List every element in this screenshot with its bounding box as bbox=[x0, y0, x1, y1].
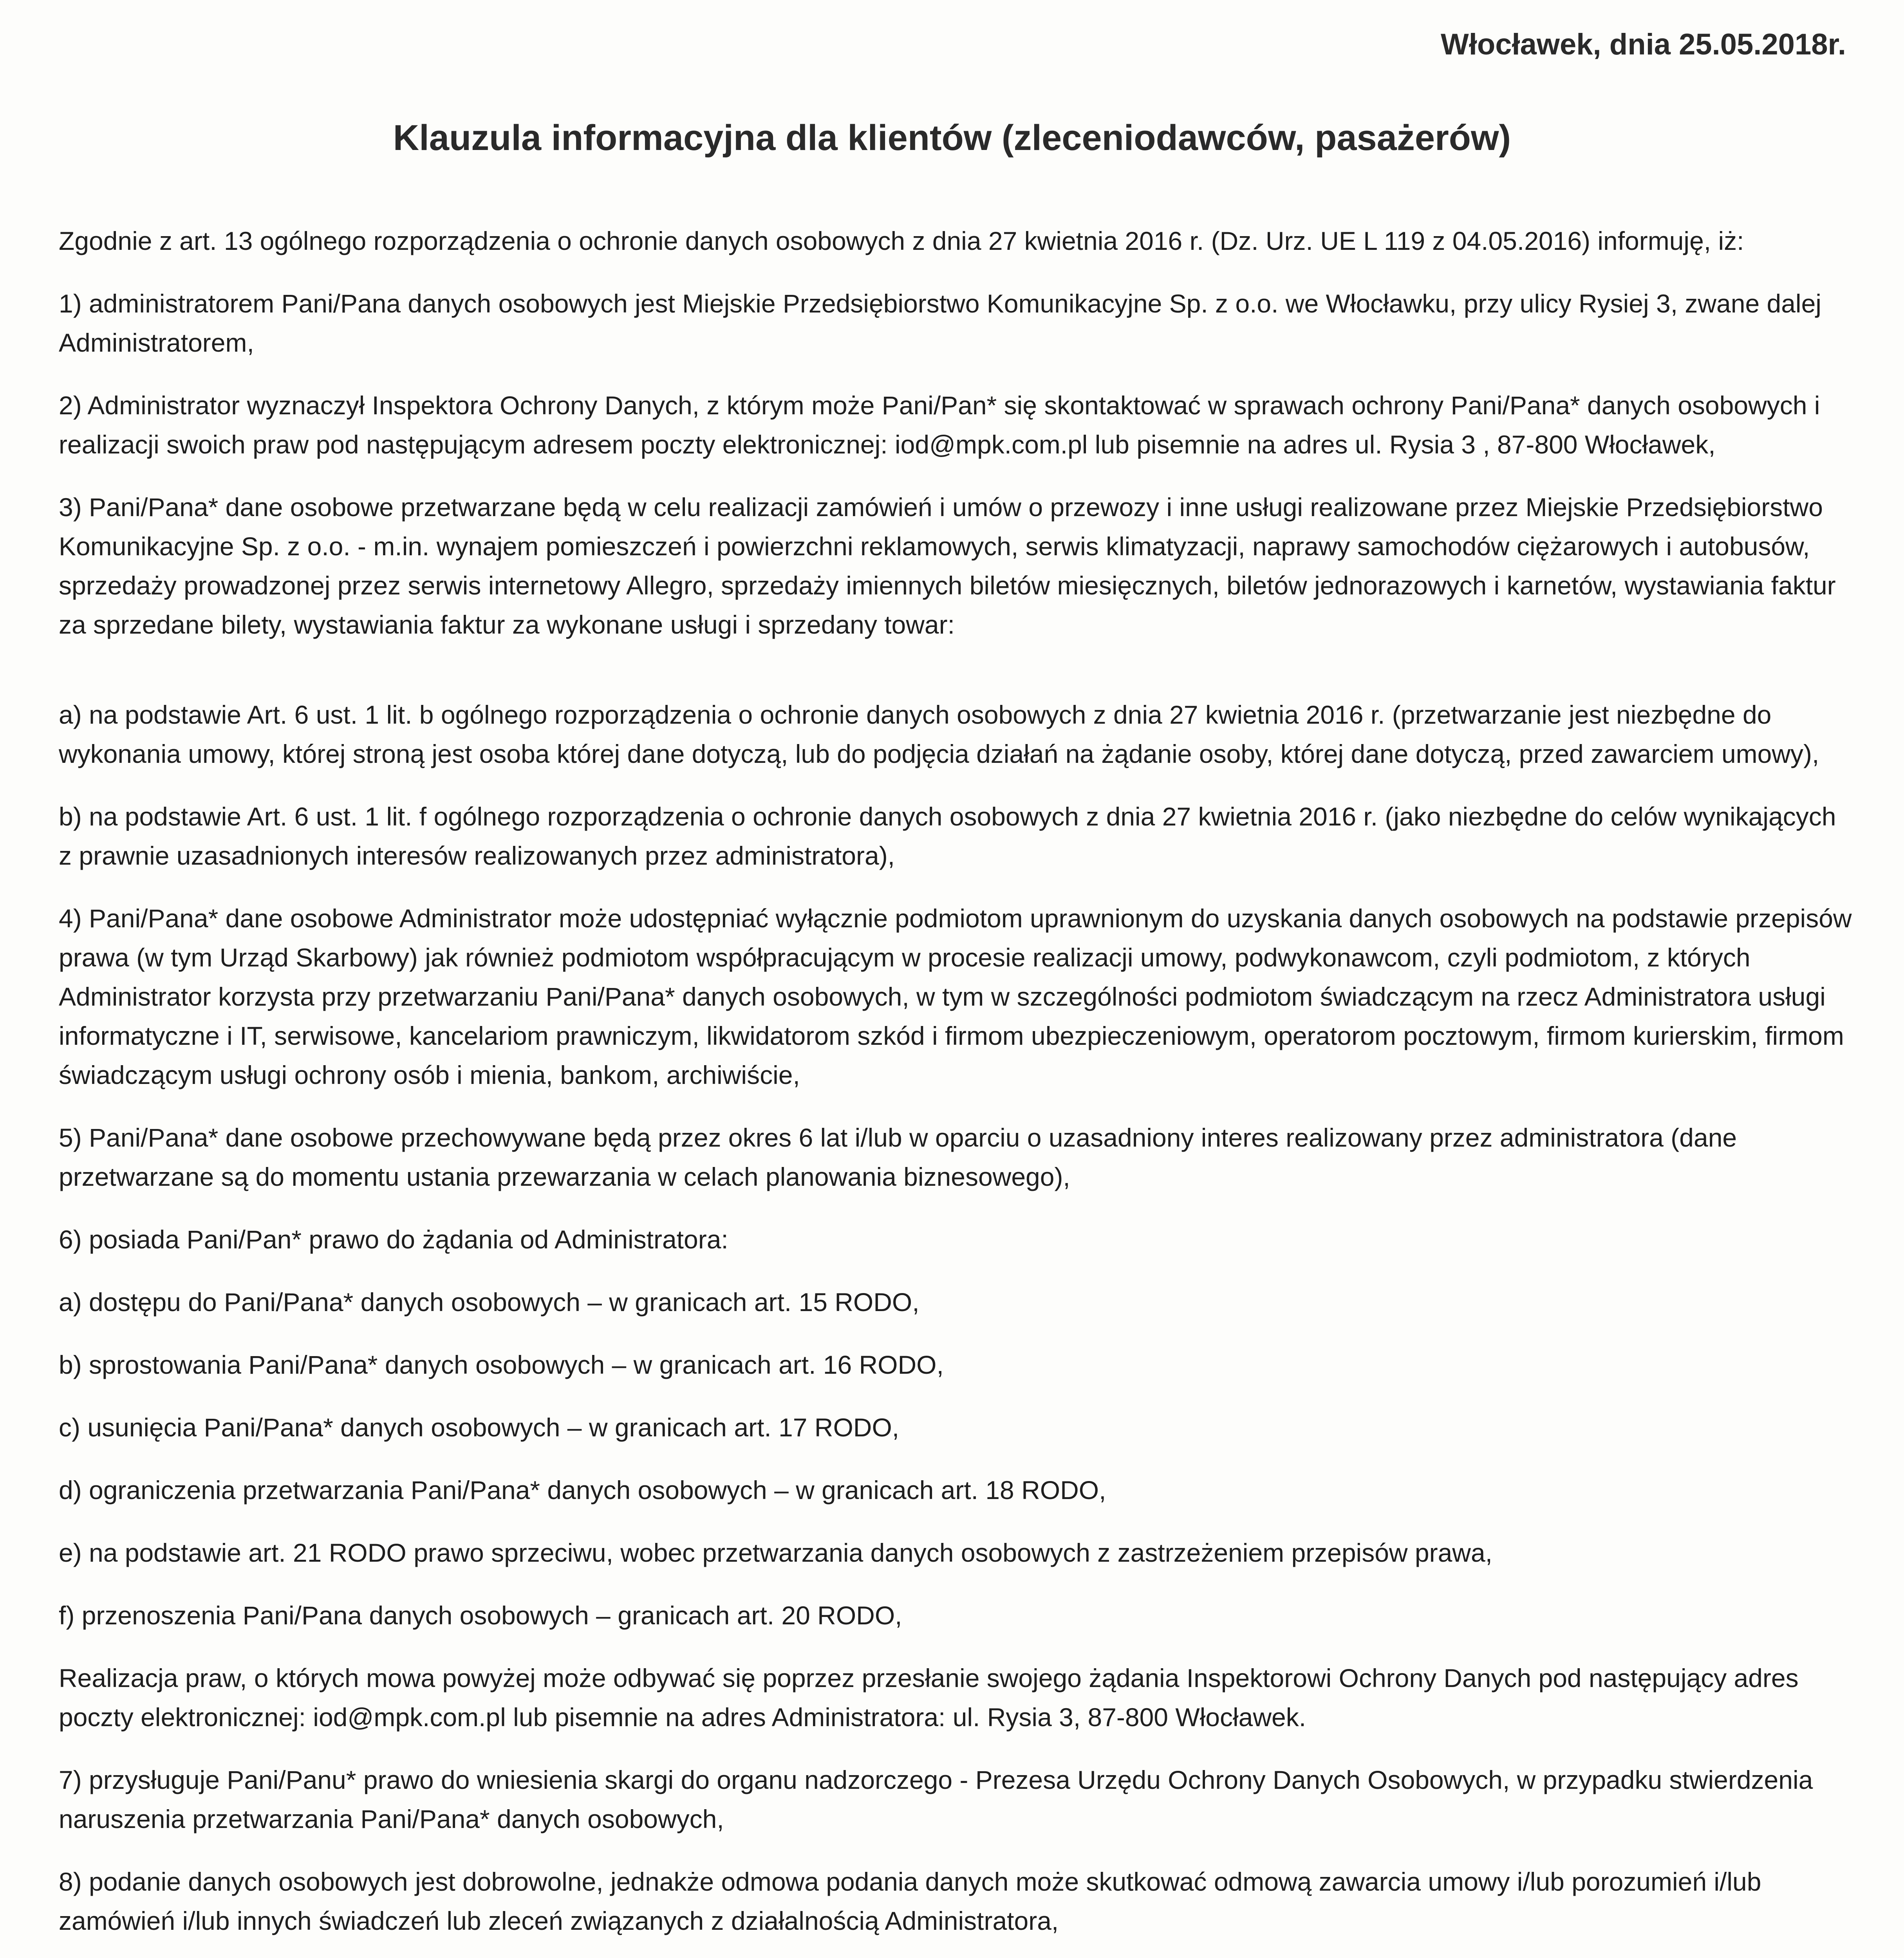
paragraph-3b: b) na podstawie Art. 6 ust. 1 lit. f ogólnego rozporządzenia o ochronie danych osobowych z dnia 27 kwietnia 2016 r. (jako niezbędne do celów wynikających z prawnie uzasadnionych interesów realizowanych przez administratora), bbox=[59, 802, 1836, 870]
document-body bbox=[59, 221, 1852, 1958]
paragraph-3a: a) na podstawie Art. 6 ust. 1 lit. b ogólnego rozporządzenia o ochronie danych osobowych z dnia 27 kwietnia 2016 r. (przetwarzanie jest niezbędne do wykonania umowy, której stroną jest osoba której dane dotyczą, lub do podjęcia działań na żądanie osoby, której dane dotyczą, przed zawarciem umowy), bbox=[59, 700, 1819, 768]
paragraph-5: 5) Pani/Pana* dane osobowe przechowywane będą przez okres 6 lat i/lub w oparciu o uzasadniony interes realizowany przez administratora (dane przetwarzane są do momentu ustania przewarzania w celach planowania biznesowego), bbox=[59, 1123, 1737, 1191]
paragraph-6f: f) przenoszenia Pani/Pana danych osobowych – granicach art. 20 RODO, bbox=[59, 1601, 902, 1630]
document-date: Włocławek, dnia 25.05.2018r. bbox=[1440, 28, 1846, 61]
paragraph-6a: a) dostępu do Pani/Pana* danych osobowych – w granicach art. 15 RODO, bbox=[59, 1288, 919, 1317]
paragraph-4: 4) Pani/Pana* dane osobowe Administrator może udostępniać wyłącznie podmiotom uprawnionym do uzyskania danych osobowych na podstawie przepisów prawa (w tym Urząd Skarbowy) jak również podmiotom współpracującym w procesie realizacji umowy, podwykonawcom, czyli podmiotom, z których Administrator korzysta przy przetwarzaniu Pani/Pana* danych osobowych, w tym w szczególności podmiotom świadczącym na rzecz Administratora usługi informatyczne i IT, serwisowe, kancelariom prawniczym, likwidatorom szkód i firmom ubezpieczeniowym, operatorom pocztowym, firmom kurierskim, firmom świadczącym usługi ochrony osób i mienia, bankom, archiwiście, bbox=[59, 904, 1852, 1089]
paragraph-6d: d) ograniczenia przetwarzania Pani/Pana* danych osobowych – w granicach art. 18 RODO, bbox=[59, 1476, 1106, 1505]
paragraph-3: 3) Pani/Pana* dane osobowe przetwarzane będą w celu realizacji zamówień i umów o przewozy i inne usługi realizowane przez Miejskie Przedsiębiorstwo Komunikacyjne Sp. z o.o. - m.in. wynajem pomieszczeń i powierzchni reklamowych, serwis klimatyzacji, naprawy samochodów ciężarowych i autobusów, sprzedaży prowadzonej przez serwis internetowy Allegro, sprzedaży imiennych biletów miesięcznych, biletów jednorazowych i karnetów, wystawiania faktur za sprzedane bilety, wystawiania faktur za wykonane usługi i sprzedany towar: bbox=[59, 493, 1836, 639]
paragraph-6e: e) na podstawie art. 21 RODO prawo sprzeciwu, wobec przetwarzania danych osobowych z zastrzeżeniem przepisów prawa, bbox=[59, 1538, 1493, 1567]
paragraph-2: 2) Administrator wyznaczył Inspektora Ochrony Danych, z którym może Pani/Pan* się skontaktować w sprawach ochrony Pani/Pana* danych osobowych i realizacji swoich praw pod następującym adresem poczty elektronicznej: iod@mpk.com.pl lub pisemnie na adres ul. Rysia 3 , 87-800 Włocławek, bbox=[59, 391, 1820, 459]
paragraph-1: 1) administratorem Pani/Pana danych osobowych jest Miejskie Przedsiębiorstwo Komunikacyjne Sp. z o.o. we Włocławku, przy ulicy Rysiej 3, zwane dalej Administratorem, bbox=[59, 289, 1821, 357]
paragraph-intro: Zgodnie z art. 13 ogólnego rozporządzenia o ochronie danych osobowych z dnia 27 kwietnia 2016 r. (Dz. Urz. UE L 119 z 04.05.2016) informuję, iż: bbox=[59, 226, 1744, 255]
paragraph-6c: c) usunięcia Pani/Pana* danych osobowych – w granicach art. 17 RODO, bbox=[59, 1413, 900, 1442]
paragraph-7: 7) przysługuje Pani/Panu* prawo do wniesienia skargi do organu nadzorczego - Prezesa Urzędu Ochrony Danych Osobowych, w przypadku stwierdzenia naruszenia przetwarzania Pani/Pana* danych osobowych, bbox=[59, 1765, 1813, 1833]
paragraph-rights-realization: Realizacja praw, o których mowa powyżej może odbywać się poprzez przesłanie swojego żądania Inspektorowi Ochrony Danych pod następujący adres poczty elektronicznej: iod@mpk.com.pl lub pisemnie na adres Administratora: ul. Rysia 3, 87-800 Włocławek. bbox=[59, 1664, 1799, 1732]
paragraph-8: 8) podanie danych osobowych jest dobrowolne, jednakże odmowa podania danych może skutkować odmową zawarcia umowy i/lub porozumień i/lub zamówień i/lub innych świadczeń lub zleceń związanych z działalnością Administratora, bbox=[59, 1867, 1761, 1935]
document-title: Klauzula informacyjna dla klientów (zleceniodawców, pasażerów) bbox=[393, 118, 1511, 158]
paragraph-6b: b) sprostowania Pani/Pana* danych osobowych – w granicach art. 16 RODO, bbox=[59, 1350, 944, 1379]
paragraph-6: 6) posiada Pani/Pan* prawo do żądania od Administratora: bbox=[59, 1225, 728, 1254]
